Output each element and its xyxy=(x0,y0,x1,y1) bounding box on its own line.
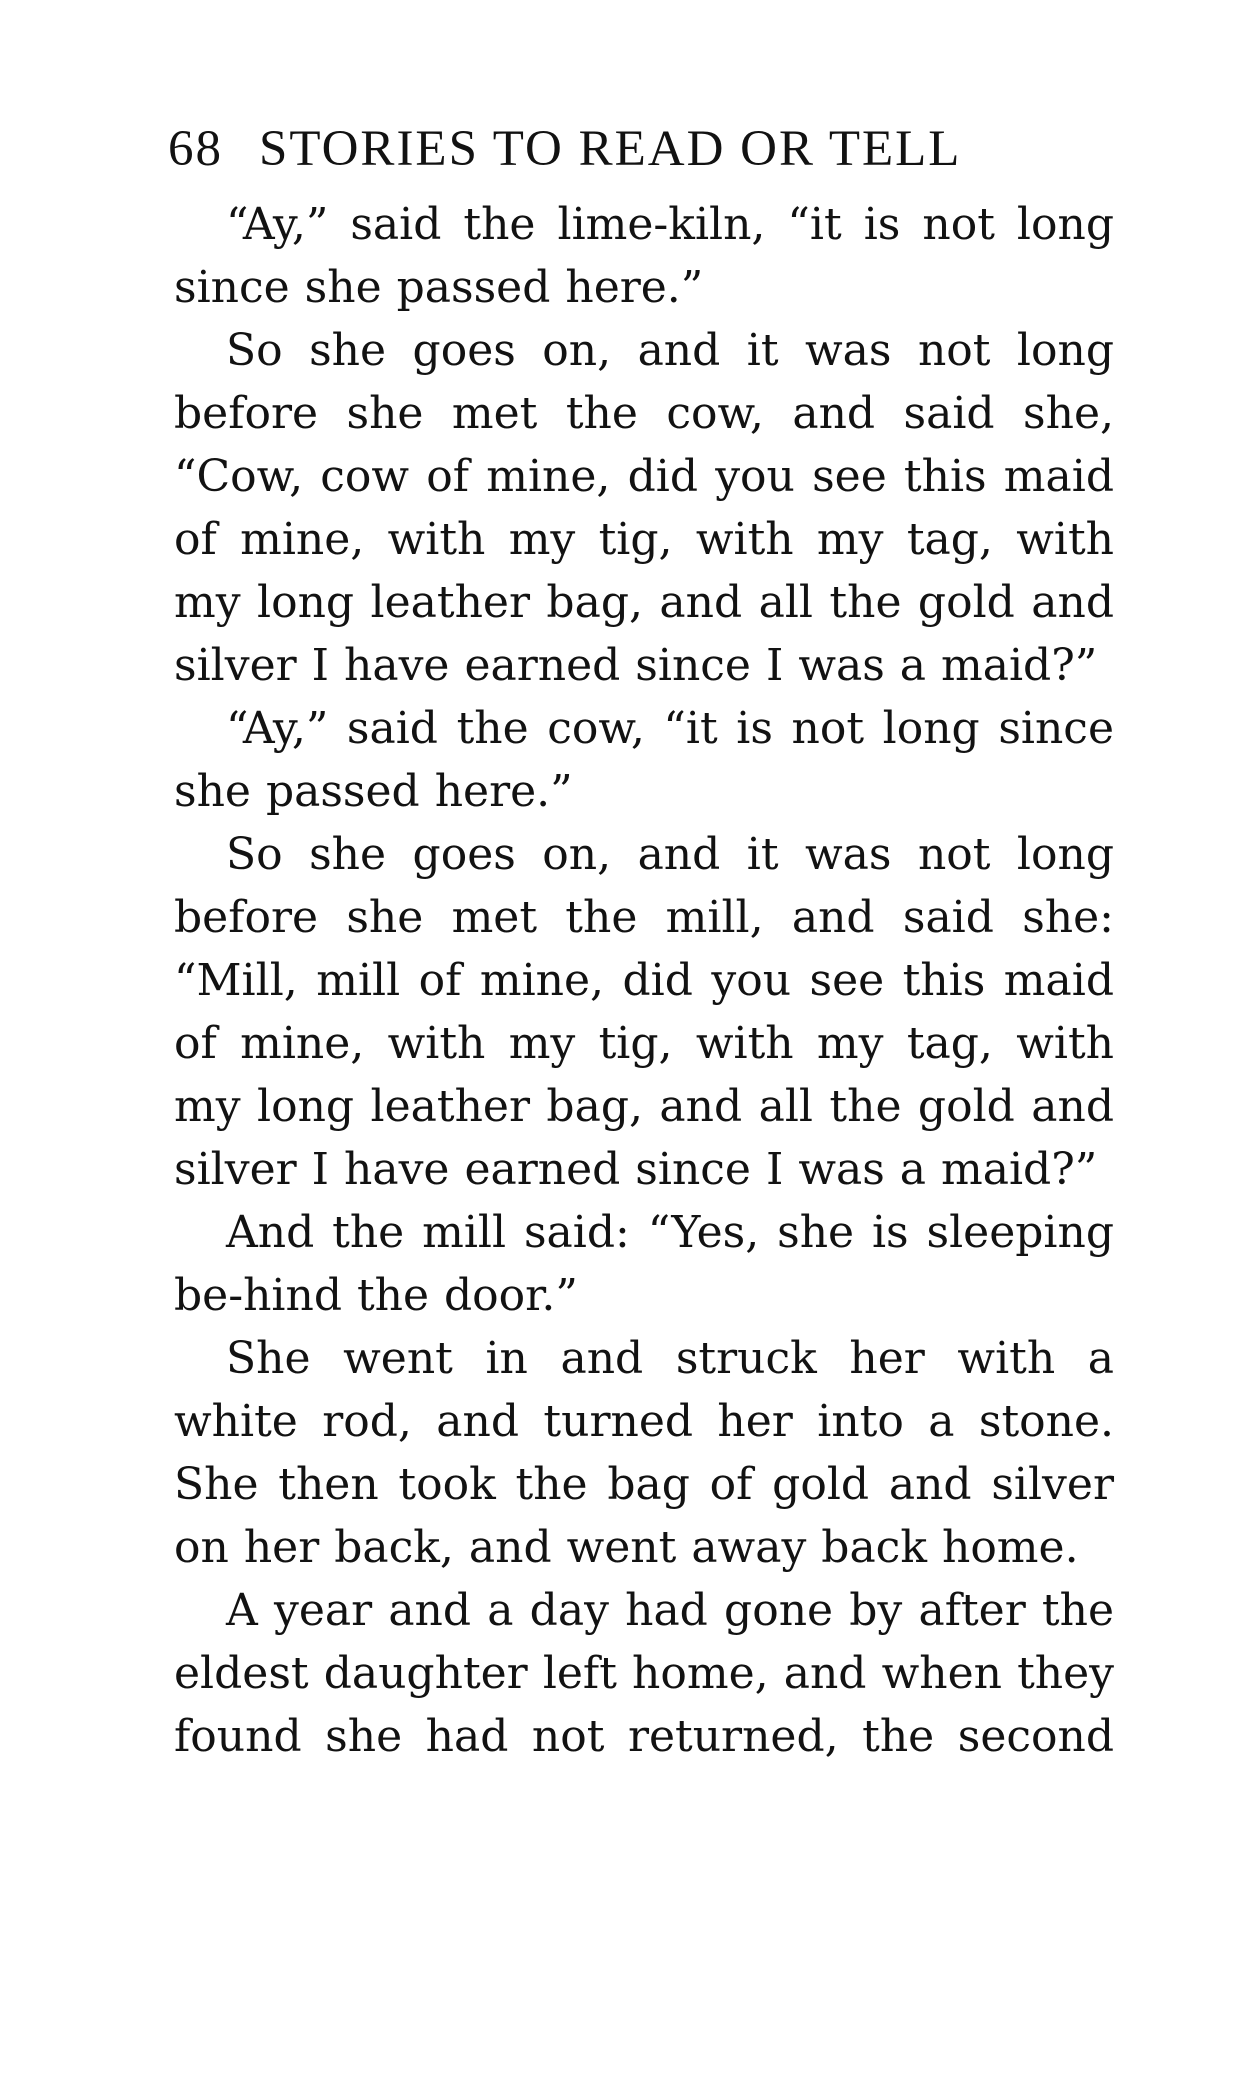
paragraph-5: And the mill said: “Yes, she is sleeping be-hind the door.” xyxy=(174,1207,1114,1321)
running-header xyxy=(168,120,1112,180)
body-text xyxy=(174,193,1114,1768)
page-number: 68 xyxy=(168,121,223,177)
paragraph-1: “Ay,” said the lime-kiln, “it is not long since she passed here.” xyxy=(174,199,1114,313)
running-title: STORIES TO READ OR TELL xyxy=(259,121,962,177)
paragraph-7: A year and a day had gone by after the eldest daughter left home, and when they found she had not returned, the second xyxy=(174,1585,1114,1762)
paragraph-2: So she goes on, and it was not long before she met the cow, and said she, “Cow, cow of mine, did you see this maid of mine, with my tig, with my tag, with my long leather bag, and all the gold and silver I have earned since I was a maid?” xyxy=(174,325,1114,691)
paragraph-4: So she goes on, and it was not long before she met the mill, and said she: “Mill, mill of mine, did you see this maid of mine, with my tig, with my tag, with my long leather bag, and all the gold and silver I have earned since I was a maid?” xyxy=(174,829,1114,1195)
paragraph-3: “Ay,” said the cow, “it is not long since she passed here.” xyxy=(174,703,1114,817)
paragraph-6: She went in and struck her with a white rod, and turned her into a stone. She then took the bag of gold and silver on her back, and went away back home. xyxy=(174,1333,1114,1573)
